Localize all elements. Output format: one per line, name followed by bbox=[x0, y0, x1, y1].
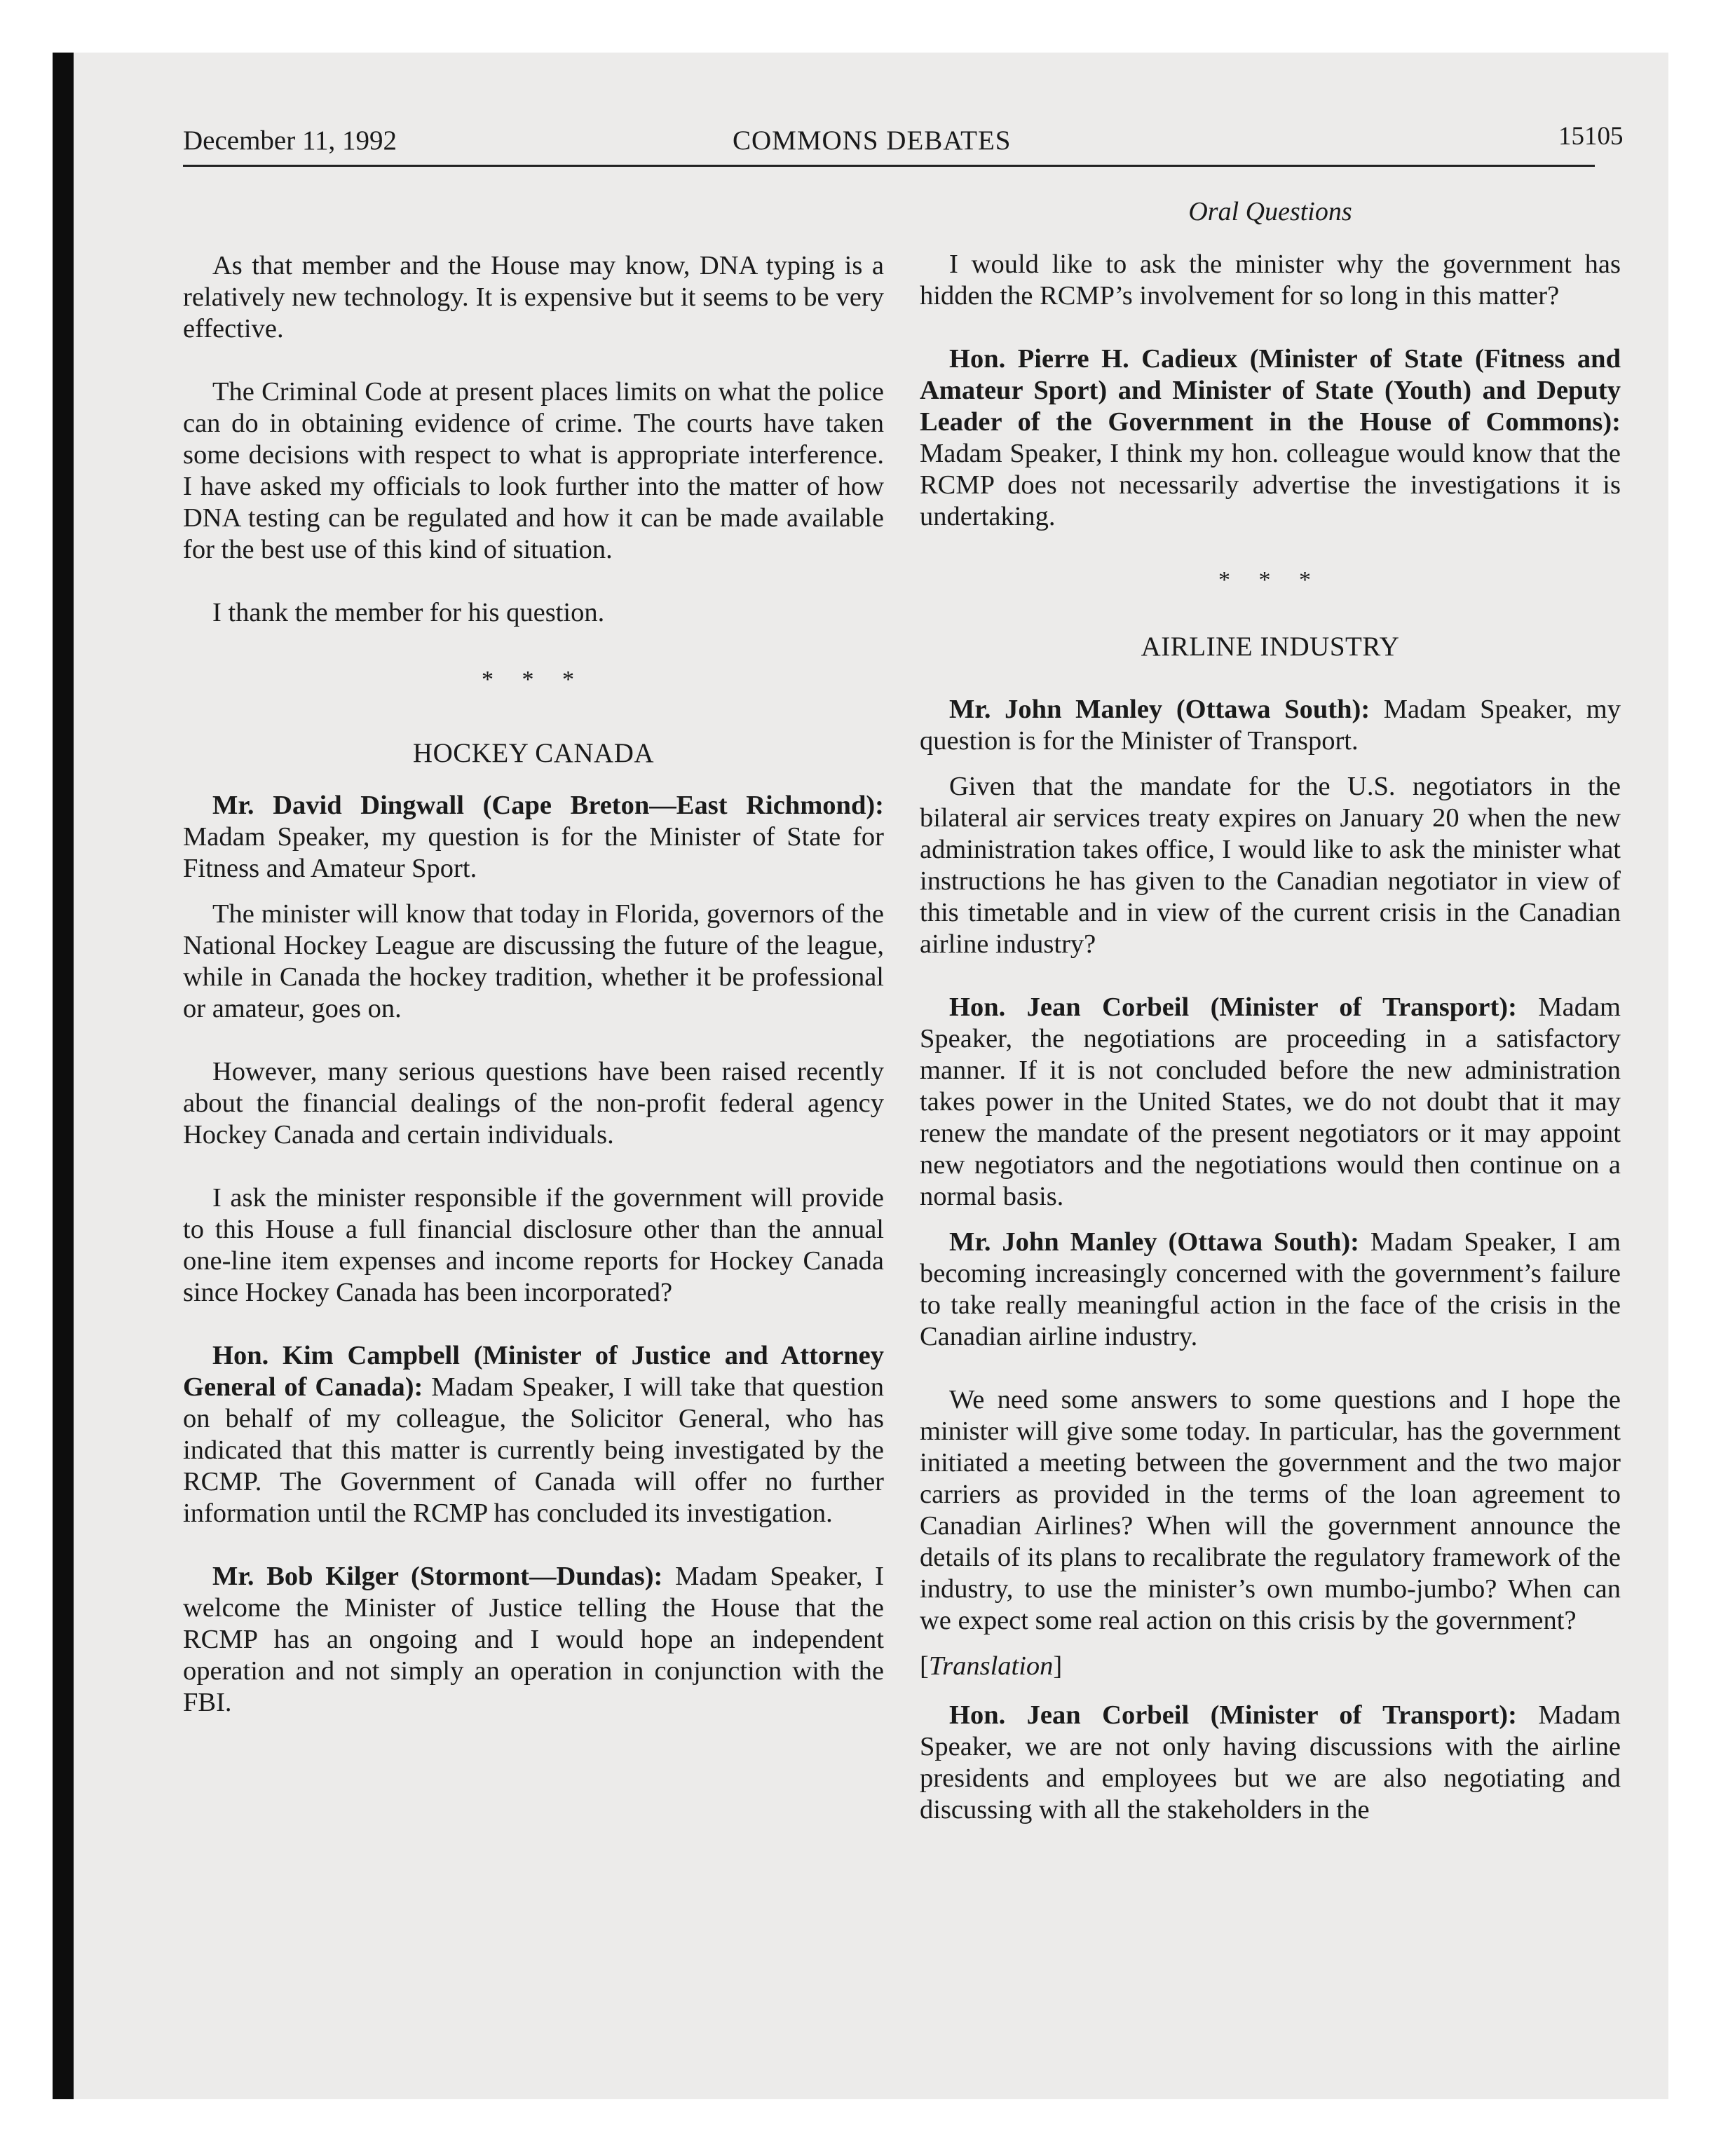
paragraph: Given that the mandate for the U.S. negotiators in the bilateral air services treaty expires on January 20 when the new administration takes office, I would like to ask the minister what instructions he has given to the Canadian negotiator in view of this timetable and in view of the current crisis in the Canadian airline industry? bbox=[920, 772, 1621, 959]
speaker-name: Hon. Jean Corbeil (Minister of Transport): bbox=[949, 992, 1517, 1022]
speech-text: Madam Speaker, my question is for the Minister of State for Fitness and Amateur Sport. bbox=[183, 822, 884, 883]
speech-paragraph bbox=[920, 343, 1621, 533]
left-column bbox=[183, 250, 884, 1750]
speech-text: Madam Speaker, I think my hon. colleague would know that the RCMP does not necessarily advertise the investigations it is undertaking. bbox=[920, 439, 1621, 531]
paragraph: I would like to ask the minister why the government has hidden the RCMP’s involvement for so long in this matter? bbox=[920, 250, 1621, 311]
right-column bbox=[920, 196, 1621, 1857]
speaker-name: Mr. John Manley (Ottawa South): bbox=[949, 1227, 1359, 1257]
speech-text: Madam Speaker, my question is for the Minister of Transport. bbox=[920, 695, 1621, 756]
scanned-page bbox=[53, 53, 1668, 2099]
speech-paragraph bbox=[920, 992, 1621, 1213]
speaker-name: Hon. Kim Campbell (Minister of Justice and Attorney General of Canada): bbox=[183, 1341, 884, 1402]
paragraph: However, many serious questions have been raised recently about the financial dealings of the non-profit federal agency Hockey Canada and certain individuals. bbox=[183, 1057, 884, 1149]
header-date: December 11, 1992 bbox=[183, 125, 397, 156]
header-title: COMMONS DEBATES bbox=[733, 125, 1012, 156]
speech-text: Madam Speaker, I am becoming increasingly concerned with the government’s failure to take really meaningful action in the face of the crisis in the Canadian airline industry. bbox=[920, 1227, 1621, 1351]
speech-text: Madam Speaker, we are not only having discussions with the airline presidents and employees but we are also negotiating and discussing with all the stakeholders in the bbox=[920, 1700, 1621, 1824]
speaker-name: Mr. David Dingwall (Cape Breton—East Richmond): bbox=[212, 791, 884, 820]
speech-paragraph bbox=[183, 790, 884, 885]
speech-paragraph bbox=[920, 694, 1621, 757]
section-heading: AIRLINE INDUSTRY bbox=[1141, 632, 1400, 662]
speaker-name: Mr. Bob Kilger (Stormont—Dundas): bbox=[212, 1562, 663, 1591]
section-heading: HOCKEY CANADA bbox=[412, 738, 655, 768]
speech-text: Madam Speaker, I welcome the Minister of Justice telling the House that the RCMP has an ongoing and I would hope an independent operation and not simply an operation in conjunction with the FBI. bbox=[183, 1562, 884, 1717]
header-rule bbox=[183, 165, 1595, 167]
binding-edge bbox=[53, 53, 74, 2099]
translation-tag: [Translation] bbox=[920, 1651, 1063, 1681]
section-label: Oral Questions bbox=[1188, 197, 1352, 226]
paragraph: I thank the member for his question. bbox=[212, 598, 605, 627]
paragraph: We need some answers to some questions and I hope the minister will give some today. In particular, has the government initiated a meeting between the government and the two major carriers as provided in the terms of the loan agreement to Canadian Airlines? When will the government announce the details of its plans to recalibrate the regulatory framework of the industry, to use the minister’s own mumbo-jumbo? When can we expect some real action on this crisis by the government? bbox=[920, 1385, 1621, 1635]
speech-paragraph bbox=[183, 1340, 884, 1529]
speech-paragraph bbox=[183, 1561, 884, 1719]
paragraph: The minister will know that today in Florida, governors of the National Hockey League are discussing the future of the league, while in Canada the hockey tradition, whether it be professional or amateur, goes on. bbox=[183, 899, 884, 1023]
speaker-name: Hon. Jean Corbeil (Minister of Transport): bbox=[949, 1700, 1517, 1730]
page-number: 15105 bbox=[1558, 122, 1624, 151]
section-separator: * * * bbox=[1218, 567, 1322, 593]
paragraph: As that member and the House may know, DNA typing is a relatively new technology. It is expensive but it seems to be very effective. bbox=[183, 251, 884, 343]
speech-paragraph bbox=[920, 1227, 1621, 1353]
speech-text: Madam Speaker, I will take that question on behalf of my colleague, the Solicitor General, who has indicated that this matter is currently being investigated by the RCMP. The Government of Canada will offer no further information until the RCMP has concluded its investigation. bbox=[183, 1372, 884, 1528]
speaker-name: Mr. John Manley (Ottawa South): bbox=[949, 695, 1370, 724]
paragraph: The Criminal Code at present places limits on what the police can do in obtaining evidence of crime. The courts have taken some decisions with respect to what is appropriate interference. I have asked my officials to look further into the matter of how DNA testing can be regulated and how it can be made available for the best use of this kind of situation. bbox=[183, 377, 884, 564]
speech-paragraph bbox=[920, 1700, 1621, 1826]
paragraph: I ask the minister responsible if the government will provide to this House a full financial disclosure other than the annual one-line item expenses and income reports for Hockey Canada since Hockey Canada has been incorporated? bbox=[183, 1183, 884, 1307]
section-separator: * * * bbox=[482, 667, 585, 692]
speaker-name: Hon. Pierre H. Cadieux (Minister of State (Fitness and Amateur Sport) and Minister of State (Youth) and Deputy Leader of the Government in the House of Commons): bbox=[920, 344, 1621, 437]
translation-label: Translation bbox=[928, 1651, 1054, 1681]
speech-text: Madam Speaker, the negotiations are proceeding in a satisfactory manner. If it is not concluded before the new administration takes power in the United States, we do not doubt that it may renew the mandate of the present negotiators or it may appoint new negotiators and the negotiations would then continue on a normal basis. bbox=[920, 992, 1621, 1211]
